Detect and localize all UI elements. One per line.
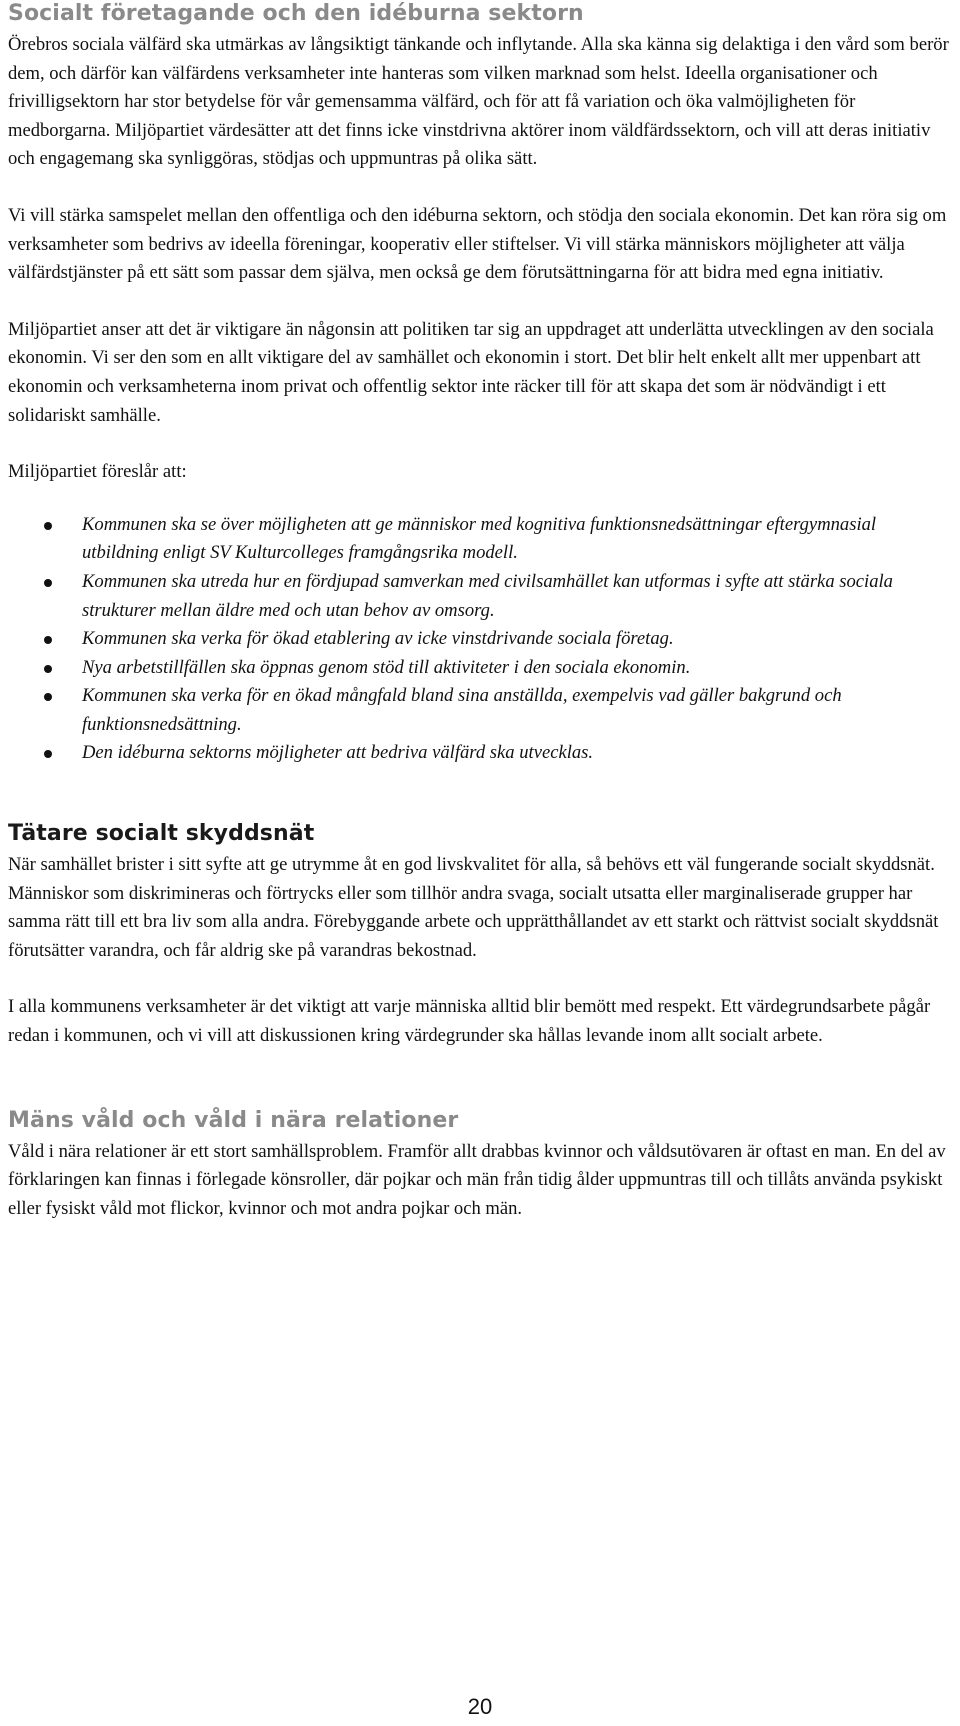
bullet-icon bbox=[44, 636, 52, 644]
bullet-icon bbox=[44, 665, 52, 673]
document-page bbox=[8, 0, 952, 1223]
body-paragraph: Örebros sociala välfärd ska utmärkas av långsiktigt tänkande och inflytande. Alla ska känna sig delaktiga i den vård som berör dem, och därför kan välfärdens verksamheter inte hanteras som vilken marknad som helst. Ideella organisationer och frivilligsektorn har stor betydelse för vår gemensamma välfärd, och för att få variation och öka valmöjligheten för medborgarna. Miljöpartiet värdesätter att det finns icke vinstdrivna aktörer inom väldfärdssektorn, och vill att deras initiativ och engagemang ska synliggöras, stödjas och uppmuntras på olika sätt. bbox=[8, 34, 949, 170]
proposal-intro: Miljöpartiet föreslår att: bbox=[8, 461, 187, 483]
body-paragraph: Våld i nära relationer är ett stort samhällsproblem. Framför allt drabbas kvinnor och våldsutövaren är oftast en man. En del av förklaringen kan finnas i förlegade könsroller, där pojkar och män från tidig ålder uppmuntras till och tillåts använda psykiskt eller fysiskt våld mot flickor, kvinnor och mot andra pojkar och män. bbox=[8, 1140, 946, 1219]
bullet-icon bbox=[44, 693, 52, 701]
section-heading: Socialt företagande och den idéburna sektorn bbox=[8, 1, 584, 26]
proposal-text: Kommunen ska utreda hur en fördjupad samverkan med civilsamhället kan utformas i syfte att stärka sociala strukturer mellan äldre med och utan behov av omsorg. bbox=[82, 570, 893, 621]
list-item bbox=[8, 511, 952, 568]
bullet-icon bbox=[44, 750, 52, 758]
section-heading: Tätare socialt skyddsnät bbox=[8, 821, 315, 847]
list-item bbox=[8, 654, 952, 683]
page-number: 20 bbox=[467, 1694, 493, 1719]
body-paragraph: Miljöpartiet anser att det är viktigare än någonsin att politiken tar sig an uppdraget att underlätta utvecklingen av den sociala ekonomin. Vi ser den som en allt viktigare del av samhället och ekonomin i stort. Det blir helt enkelt allt mer uppenbart att ekonomin och verksamheterna inom privat och offentlig sektor inte räcker till för att skapa det som är nödvändigt i ett solidariskt samhälle. bbox=[8, 318, 934, 426]
section-social-enterprise bbox=[8, 0, 952, 768]
proposal-text: Den idéburna sektorns möjligheter att bedriva välfärd ska utvecklas. bbox=[82, 742, 594, 764]
section-heading: Mäns våld och våld i nära relationer bbox=[8, 1107, 459, 1133]
proposal-text: Nya arbetstillfällen ska öppnas genom stöd till aktiviteter i den sociala ekonomin. bbox=[82, 656, 691, 678]
bullet-icon bbox=[44, 522, 52, 530]
list-item bbox=[8, 568, 952, 625]
list-item bbox=[8, 739, 952, 768]
proposal-list bbox=[8, 511, 952, 768]
body-paragraph: Vi vill stärka samspelet mellan den offentliga och den idéburna sektorn, och stödja den sociala ekonomin. Det kan röra sig om verksamheter som bedrivs av ideella föreningar, kooperativ eller stiftelser. Vi vill stärka människors möjligheter att välja välfärdstjänster på ett sätt som passar dem själva, men också ge dem förutsättningarna för att bidra med egna initiativ. bbox=[8, 204, 947, 284]
list-item bbox=[8, 625, 952, 654]
list-item bbox=[8, 682, 952, 739]
proposal-text: Kommunen ska verka för en ökad mångfald bland sina anställda, exempelvis vad gäller bakgrund och funktionsnedsättning. bbox=[82, 685, 842, 735]
proposal-text: Kommunen ska se över möjligheten att ge människor med kognitiva funktionsnedsättningar eftergymnasial utbildning enligt SV Kulturcolleges framgångsrika modell. bbox=[82, 513, 877, 564]
bullet-icon bbox=[44, 579, 52, 587]
section-social-safety-net bbox=[8, 820, 952, 1051]
body-paragraph: I alla kommunens verksamheter är det viktigt att varje människa alltid blir bemött med respekt. Ett värdegrundsarbete pågår redan i kommunen, och vi vill att diskussionen kring värdegrunder ska hållas levande inom allt socialt arbete. bbox=[8, 996, 931, 1047]
section-domestic-violence bbox=[8, 1107, 952, 1224]
body-paragraph: När samhället brister i sitt syfte att ge utrymme åt en god livskvalitet för alla, så behövs ett väl fungerande socialt skyddsnät. Människor som diskrimineras och förtrycks eller som tillhör andra svaga, socialt utsatta eller marginaliserade grupper har samma rätt till ett bra liv som alla andra. Förebyggande arbete och upprätthållandet av ett starkt och rättvist socialt skyddsnät förutsätter varandra, och får aldrig ske på varandras bekostnad. bbox=[8, 854, 939, 961]
proposal-text: Kommunen ska verka för ökad etablering av icke vinstdrivande sociala företag. bbox=[82, 628, 674, 650]
